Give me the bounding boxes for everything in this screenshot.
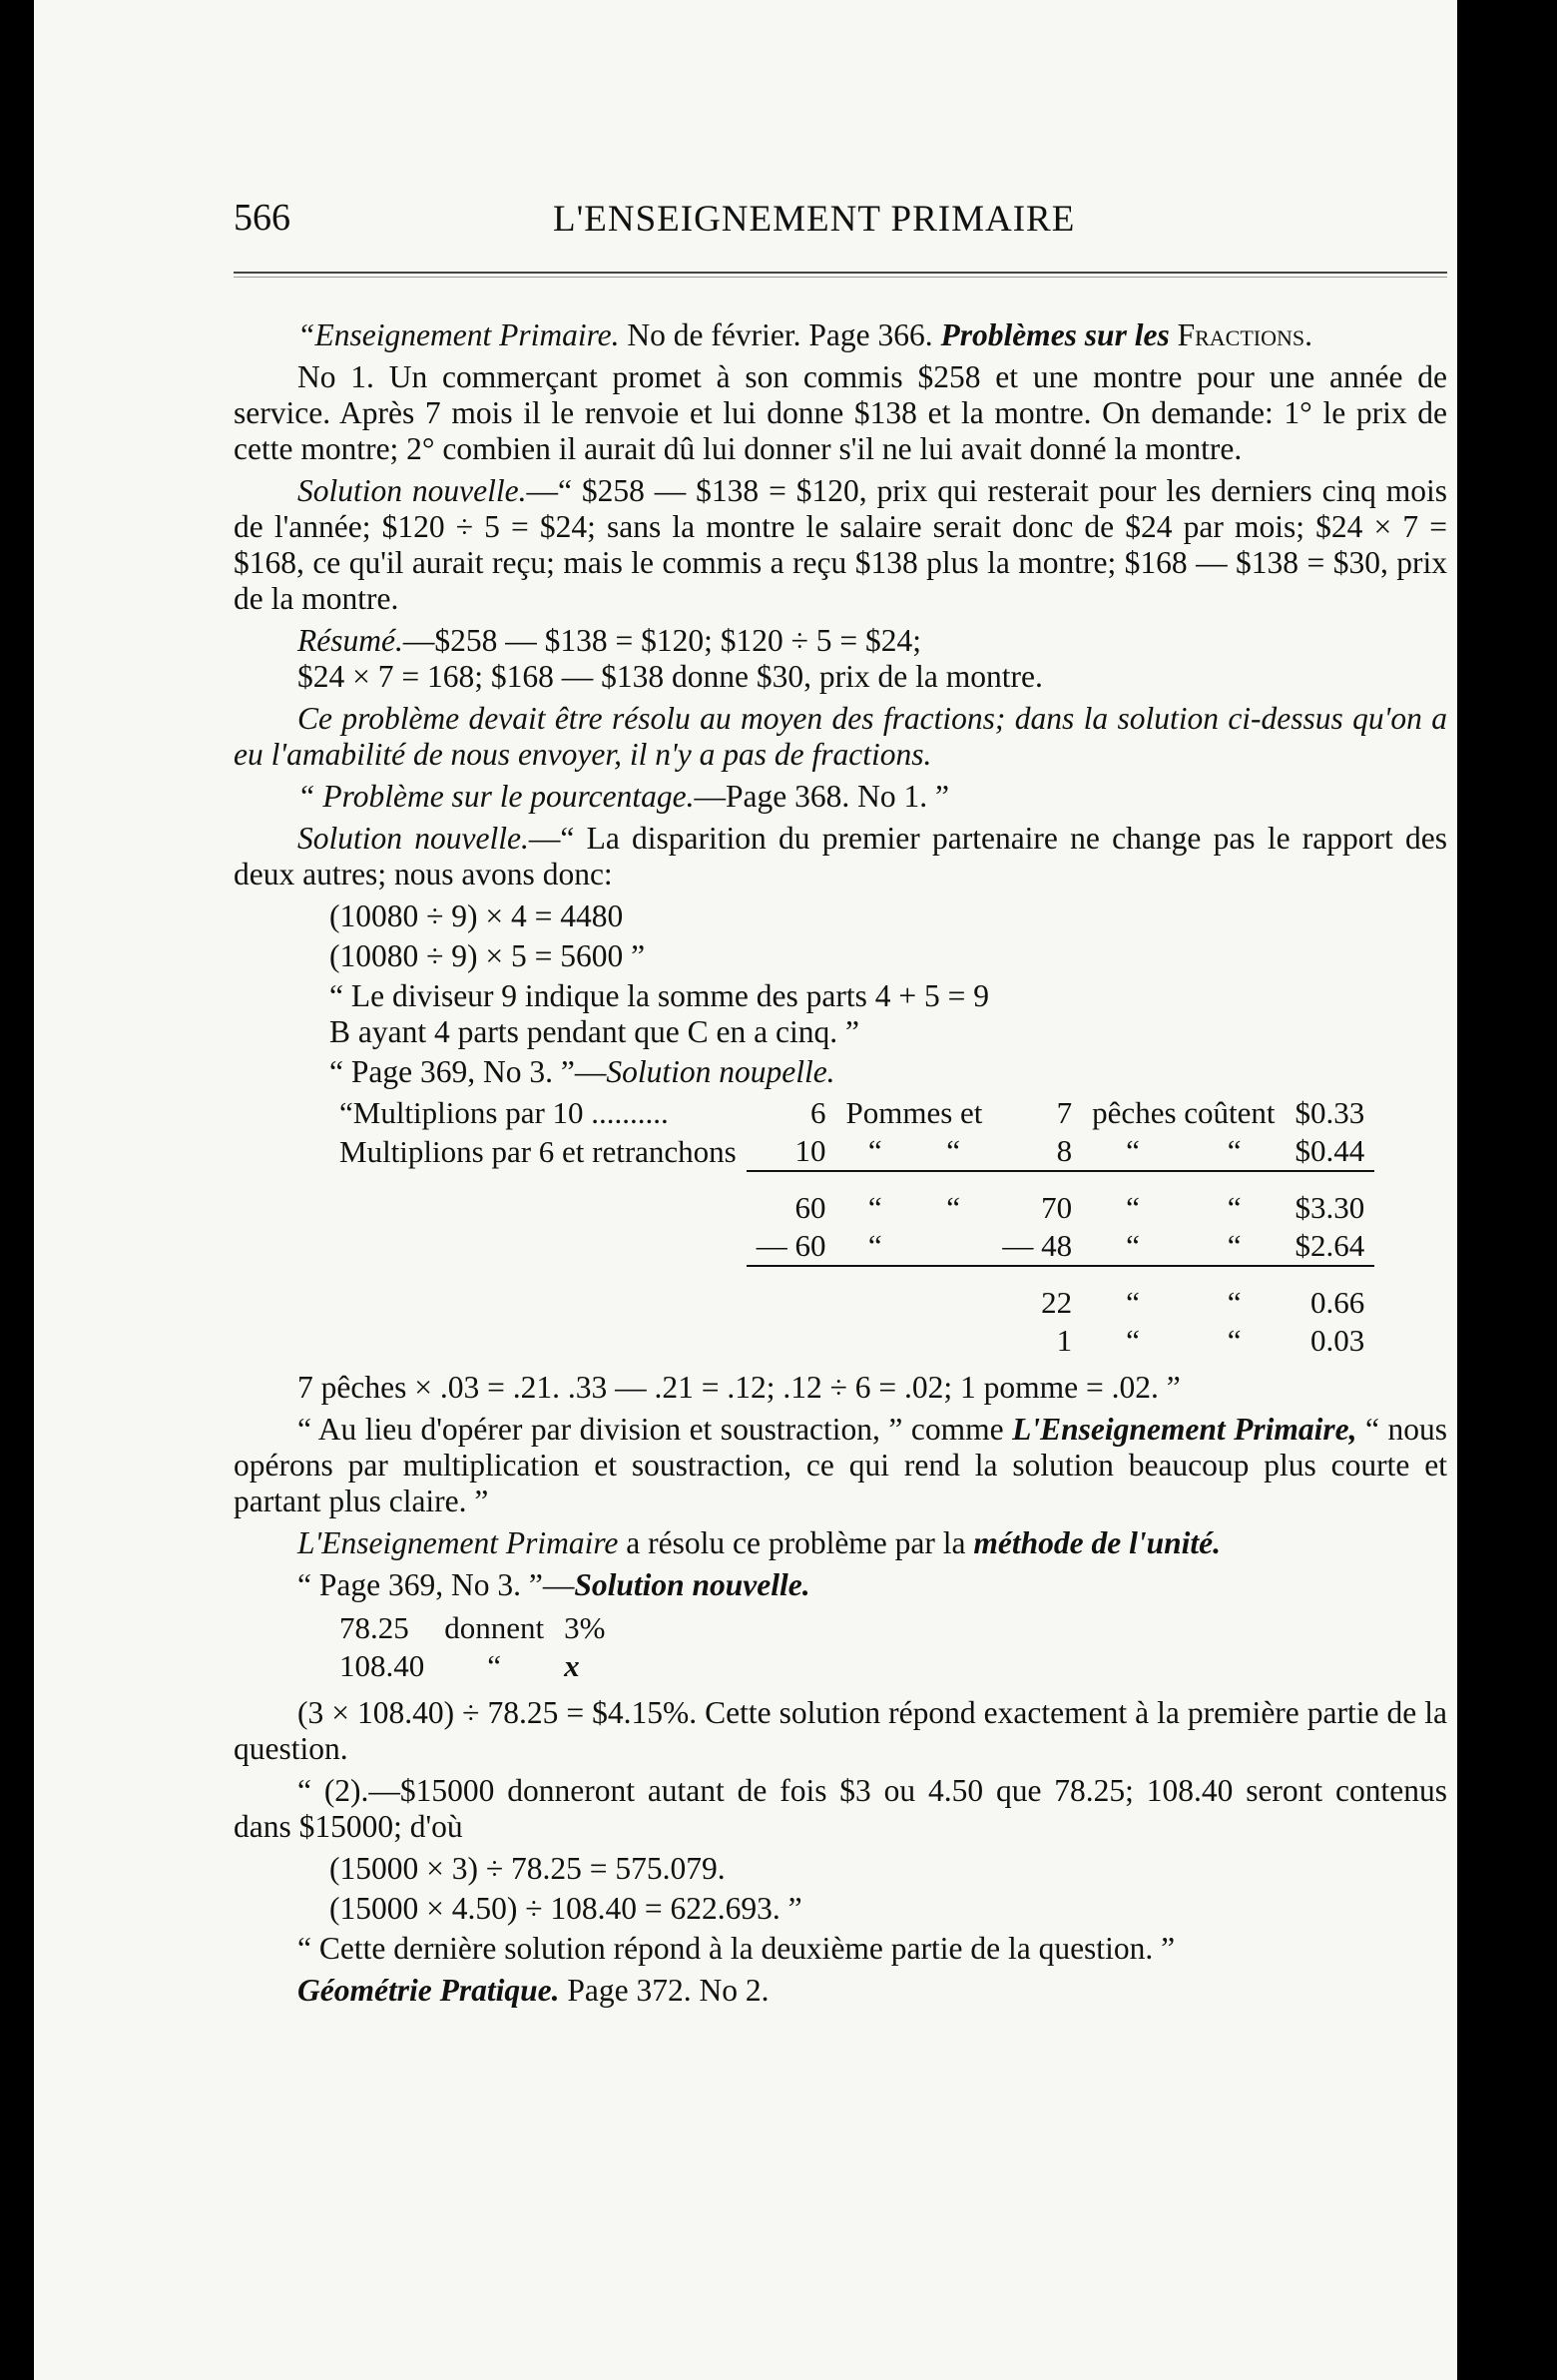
table-row	[329, 1227, 1374, 1266]
paragraph-problem: No 1. Un commerçant promet à son commis $258 et une montre pour une année de service. Après 7 mois il le renvoie et lui donne $138 et la montre. On demande: 1° le prix de cette montre; 2° combien il aurait dû lui donner s'il ne lui avait donné la montre.	[234, 359, 1447, 466]
paragraph-unit-method	[234, 1525, 1447, 1561]
cell: “	[1184, 1266, 1286, 1322]
paragraph-solution	[234, 473, 1447, 617]
paragraph-comment: Ce problème devait être résolu au moyen des fractions; dans la solution ci-dessus qu'on a eu l'amabilité de nous envoyer, il n'y a pas de fractions.	[234, 701, 1447, 772]
solution-label: Solution noupelle.	[606, 1054, 835, 1089]
source-title: “Enseignement Primaire.	[297, 317, 620, 352]
cell: 60	[747, 1171, 836, 1227]
cell: 22	[992, 1266, 1082, 1322]
table-row	[329, 1322, 1374, 1360]
cell: 108.40	[339, 1648, 425, 1683]
section-title-smallcaps: Fractions.	[1169, 317, 1312, 352]
table-row	[329, 1647, 615, 1685]
percentage-ref: —Page 368. No 1. ”	[694, 779, 949, 814]
cell: “	[1227, 1133, 1242, 1168]
unit-method-text: a résolu ce problème par la	[618, 1525, 974, 1560]
table-row	[329, 1094, 1374, 1132]
cell: — 48	[1002, 1228, 1073, 1263]
cell: “	[867, 1133, 882, 1168]
page-ref: “ Page 369, No 3. ”—	[297, 1567, 575, 1602]
cell: 10	[794, 1133, 826, 1168]
resume-line-1: —$258 — $138 = $120; $120 ÷ 5 = $24;	[402, 623, 922, 658]
method-text-1: “ Au lieu d'opérer par division et soustraction, ” comme	[297, 1412, 1013, 1447]
divisor-line-1: “ Le diviseur 9 indique la somme des parts 4 + 5 = 9	[329, 978, 990, 1013]
cell: 8	[1056, 1133, 1073, 1168]
cell: “	[946, 1133, 961, 1168]
paragraph-geometry	[234, 1973, 1447, 2009]
cell: “	[1126, 1228, 1140, 1263]
journal-name: L'Enseignement Primaire	[297, 1525, 619, 1560]
cell: 3%	[564, 1610, 606, 1645]
paragraph-page-ref	[234, 1054, 1447, 1090]
solution-label: Solution nouvelle.	[297, 473, 527, 508]
cell-price: $2.64	[1295, 1228, 1365, 1263]
proportion-table	[329, 1609, 615, 1685]
geometry-ref: Page 372. No 2.	[559, 1973, 770, 2008]
row-label: “Multiplions par 10 ..........	[339, 1095, 669, 1130]
section-title: Problèmes sur les	[940, 317, 1170, 352]
cell: “	[867, 1228, 882, 1263]
percentage-title: “ Problème sur le pourcentage.	[297, 779, 695, 814]
resume-label: Résumé.	[297, 623, 403, 658]
cell: 6	[810, 1095, 826, 1130]
method-text-2: “ nous opérons par multiplication et soustraction, ce qui rend la solution beaucoup plus courte et partant plus claire. ”	[234, 1412, 1447, 1518]
divisor-line-2: B ayant 4 parts pendant que C en a cinq. ”	[329, 1014, 859, 1049]
cell-price: $0.33	[1295, 1095, 1365, 1130]
cell-price: 0.03	[1310, 1323, 1365, 1358]
cell: 78.25	[339, 1610, 409, 1645]
cell: — 60	[756, 1228, 826, 1263]
equation-1: (10080 ÷ 9) × 4 = 4480	[329, 898, 624, 933]
paragraph-part-2: “ (2).—$15000 donneront autant de fois $3 ou 4.50 que 78.25; 108.40 seront contenus dans $15000; d'où	[234, 1773, 1447, 1844]
cell: 1	[1056, 1323, 1073, 1358]
resume-line-2: $24 × 7 = 168; $168 — $138 donne $30, prix de la montre.	[297, 659, 1043, 694]
source-ref: No de février. Page 366.	[619, 317, 941, 352]
paragraph-result-1: (3 × 108.40) ÷ 78.25 = $4.15%. Cette solution répond exactement à la première partie de la question.	[234, 1695, 1447, 1766]
cell: “	[1227, 1323, 1242, 1358]
solution-label: Solution nouvelle.	[574, 1567, 810, 1602]
table-row	[329, 1171, 1374, 1227]
solution-text: —“ $258 — $138 = $120, prix qui resterait pour les derniers cinq mois de l'année; $120 ÷ 5 = $24; sans la montre le salaire serait donc de $24 par mois; $24 × 7 = $168, ce qu'il aurait reçu; mais le commis a reçu $138 plus la montre; $168 — $138 = $30, prix de la montre.	[234, 473, 1447, 616]
paragraph-divisor	[234, 978, 1447, 1050]
table-row	[329, 1266, 1374, 1322]
cell: “	[1082, 1171, 1184, 1227]
solution-label: Solution nouvelle.	[297, 821, 529, 856]
cell: pêches coûtent	[1092, 1095, 1276, 1130]
page-number: 566	[234, 197, 290, 239]
solution-text: —“ La disparition du premier partenaire ne change pas le rapport des deux autres; nous avons donc:	[234, 821, 1448, 892]
equation-2: (10080 ÷ 9) × 5 = 5600 ”	[329, 938, 646, 973]
book-page	[34, 0, 1507, 2380]
cell-price: 0.66	[1286, 1266, 1375, 1322]
table-row	[329, 1132, 1374, 1171]
page-body	[234, 317, 1447, 2015]
paragraph-page-ref-2	[234, 1567, 1447, 1603]
cell: “	[1227, 1228, 1242, 1263]
unit-method-label: méthode de l'unité.	[973, 1525, 1221, 1560]
table-row	[329, 1609, 615, 1647]
page-edge-shadow	[1457, 0, 1507, 2380]
header-rule	[234, 272, 1447, 278]
cell: “	[836, 1171, 914, 1227]
paragraph-source	[234, 317, 1447, 353]
paragraph-result-2: “ Cette dernière solution répond à la deuxième partie de la question. ”	[297, 1931, 1176, 1966]
row-label: Multiplions par 6 et retranchons	[339, 1133, 737, 1169]
cell: donnent	[444, 1610, 545, 1645]
cell: “	[1184, 1171, 1286, 1227]
geometry-title: Géométrie Pratique.	[297, 1973, 560, 2008]
equation-3: (15000 × 3) ÷ 78.25 = 575.079.	[329, 1851, 726, 1886]
cell: x	[564, 1648, 580, 1683]
cell: “	[1082, 1266, 1184, 1322]
cell-price: $0.44	[1295, 1133, 1365, 1168]
page-ref: “ Page 369, No 3. ”—	[329, 1054, 607, 1089]
paragraph-method	[234, 1412, 1447, 1519]
paragraph-solution-2	[234, 821, 1447, 892]
cell: “	[914, 1171, 992, 1227]
page-header	[234, 190, 1162, 250]
equation-4: (15000 × 4.50) ÷ 108.40 = 622.693. ”	[329, 1891, 802, 1926]
cell: “	[1126, 1323, 1140, 1358]
paragraph-resume	[234, 623, 1447, 695]
cell: “	[487, 1648, 502, 1683]
paragraph-peaches: 7 pêches × .03 = .21. .33 — .21 = .12; .12 ÷ 6 = .02; 1 pomme = .02. ”	[297, 1370, 1181, 1405]
cell: “	[1126, 1133, 1140, 1168]
paragraph-percentage	[234, 779, 1447, 815]
cell: 7	[1056, 1095, 1073, 1130]
calculation-table	[329, 1094, 1374, 1360]
cell-price: $3.30	[1286, 1171, 1375, 1227]
journal-name: L'Enseignement Primaire,	[1012, 1412, 1357, 1447]
cell: Pommes et	[845, 1095, 983, 1130]
running-head: L'ENSEIGNEMENT PRIMAIRE	[553, 199, 1076, 240]
cell: 70	[992, 1171, 1082, 1227]
